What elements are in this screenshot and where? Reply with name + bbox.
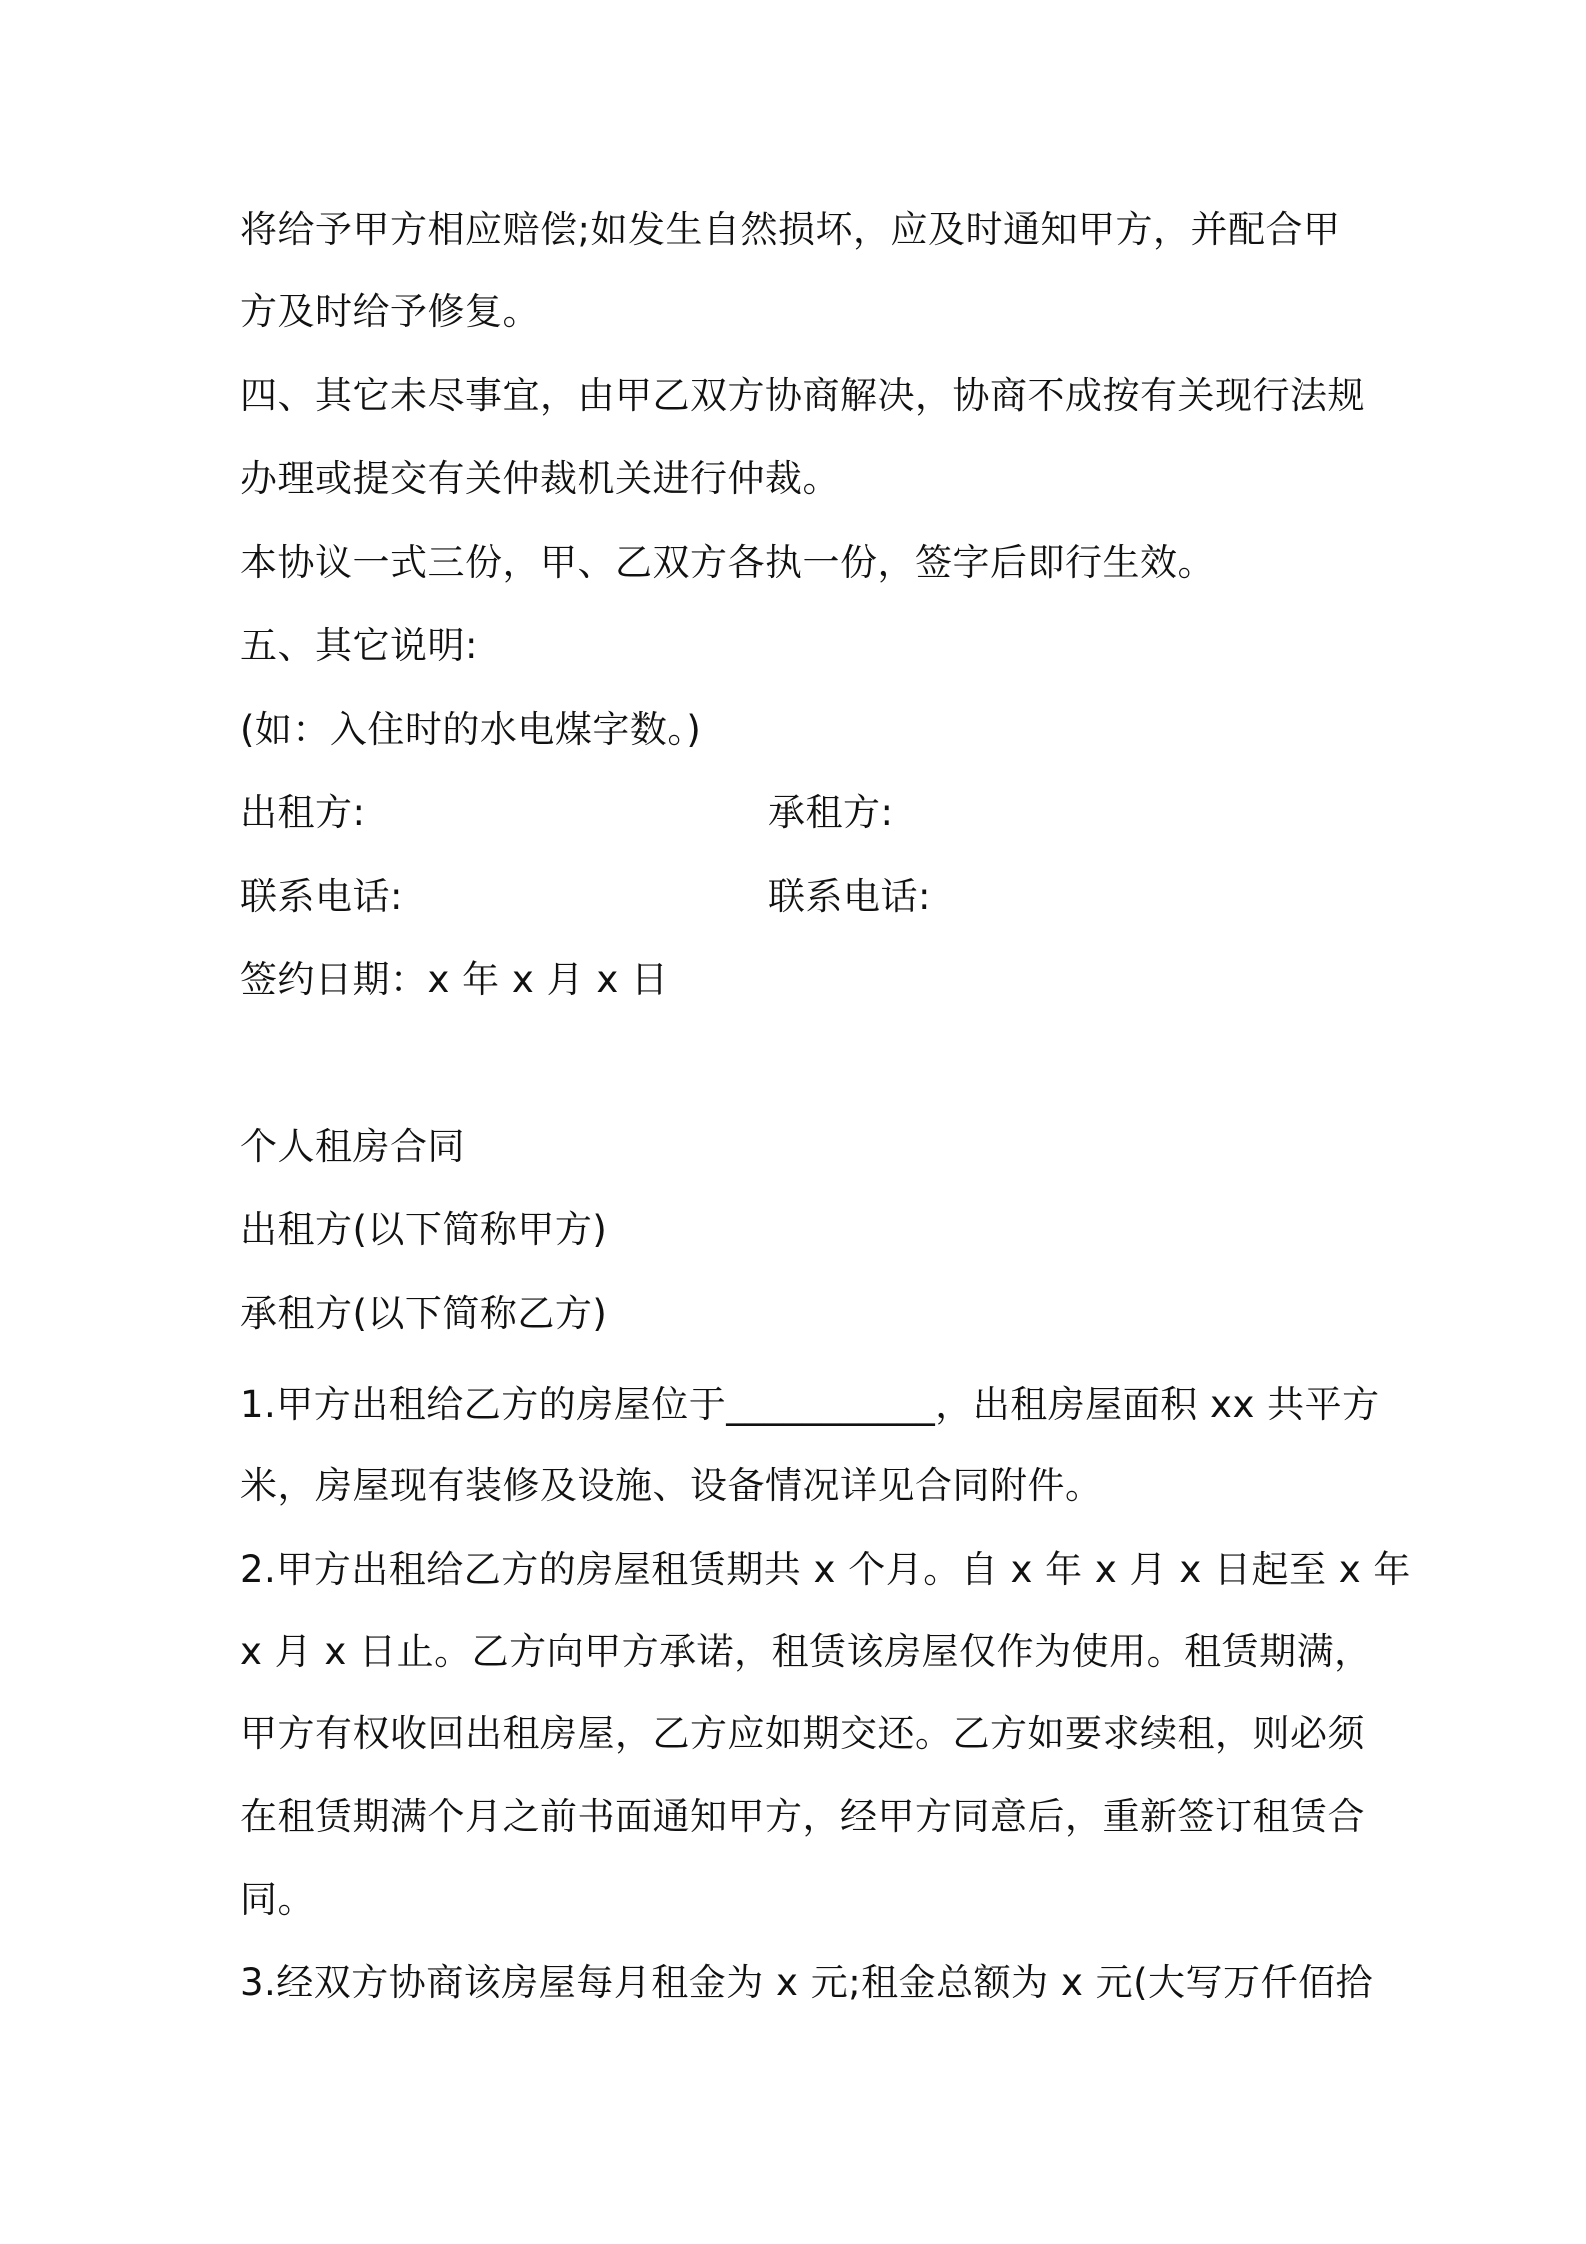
lessee-phone-label: 联系电话:: [768, 875, 931, 918]
paragraph-line: 方及时给予修复。: [240, 290, 540, 333]
copies-note: 本协议一式三份，甲、乙双方各执一份，签字后即行生效。: [240, 541, 1215, 584]
sign-date: 签约日期：x 年 x 月 x 日: [240, 958, 669, 1001]
clause-four-line: 四、其它未尽事宜，由甲乙双方协商解决，协商不成按有关现行法规: [240, 374, 1365, 417]
clause-2-line: 在租赁期满个月之前书面通知甲方，经甲方同意后，重新签订租赁合: [240, 1795, 1365, 1838]
clause-3-line: 3.经双方协商该房屋每月租金为 x 元;租金总额为 x 元(大写万仟佰拾: [240, 1961, 1374, 2004]
lessor-party: 出租方(以下简称甲方): [240, 1208, 608, 1251]
lessee-signature-label: 承租方:: [768, 791, 894, 834]
clause-five-heading: 五、其它说明:: [240, 624, 478, 667]
contract-title: 个人租房合同: [240, 1125, 465, 1168]
clause-1-line: 米，房屋现有装修及设施、设备情况详见合同附件。: [240, 1464, 1103, 1507]
clause-1-line: 1.甲方出租给乙方的房屋位于___________，出租房屋面积 xx 共平方: [240, 1383, 1380, 1426]
clause-2-line: 2.甲方出租给乙方的房屋租赁期共 x 个月。自 x 年 x 月 x 日起至 x 年: [240, 1548, 1411, 1591]
paragraph-line: 将给予甲方相应赔偿;如发生自然损坏，应及时通知甲方，并配合甲: [240, 208, 1341, 251]
clause-2-line: 甲方有权收回出租房屋，乙方应如期交还。乙方如要求续租，则必须: [240, 1712, 1365, 1755]
clause-five-example: (如：入住时的水电煤字数。): [240, 708, 702, 751]
clause-four-line: 办理或提交有关仲裁机关进行仲裁。: [240, 457, 840, 500]
lessee-party: 承租方(以下简称乙方): [240, 1292, 608, 1335]
clause-2-line: x 月 x 日止。乙方向甲方承诺，租赁该房屋仅作为使用。租赁期满，: [240, 1630, 1372, 1673]
clause-2-line: 同。: [240, 1878, 315, 1921]
lessor-phone-label: 联系电话:: [240, 875, 403, 918]
lessor-signature-label: 出租方:: [240, 791, 366, 834]
